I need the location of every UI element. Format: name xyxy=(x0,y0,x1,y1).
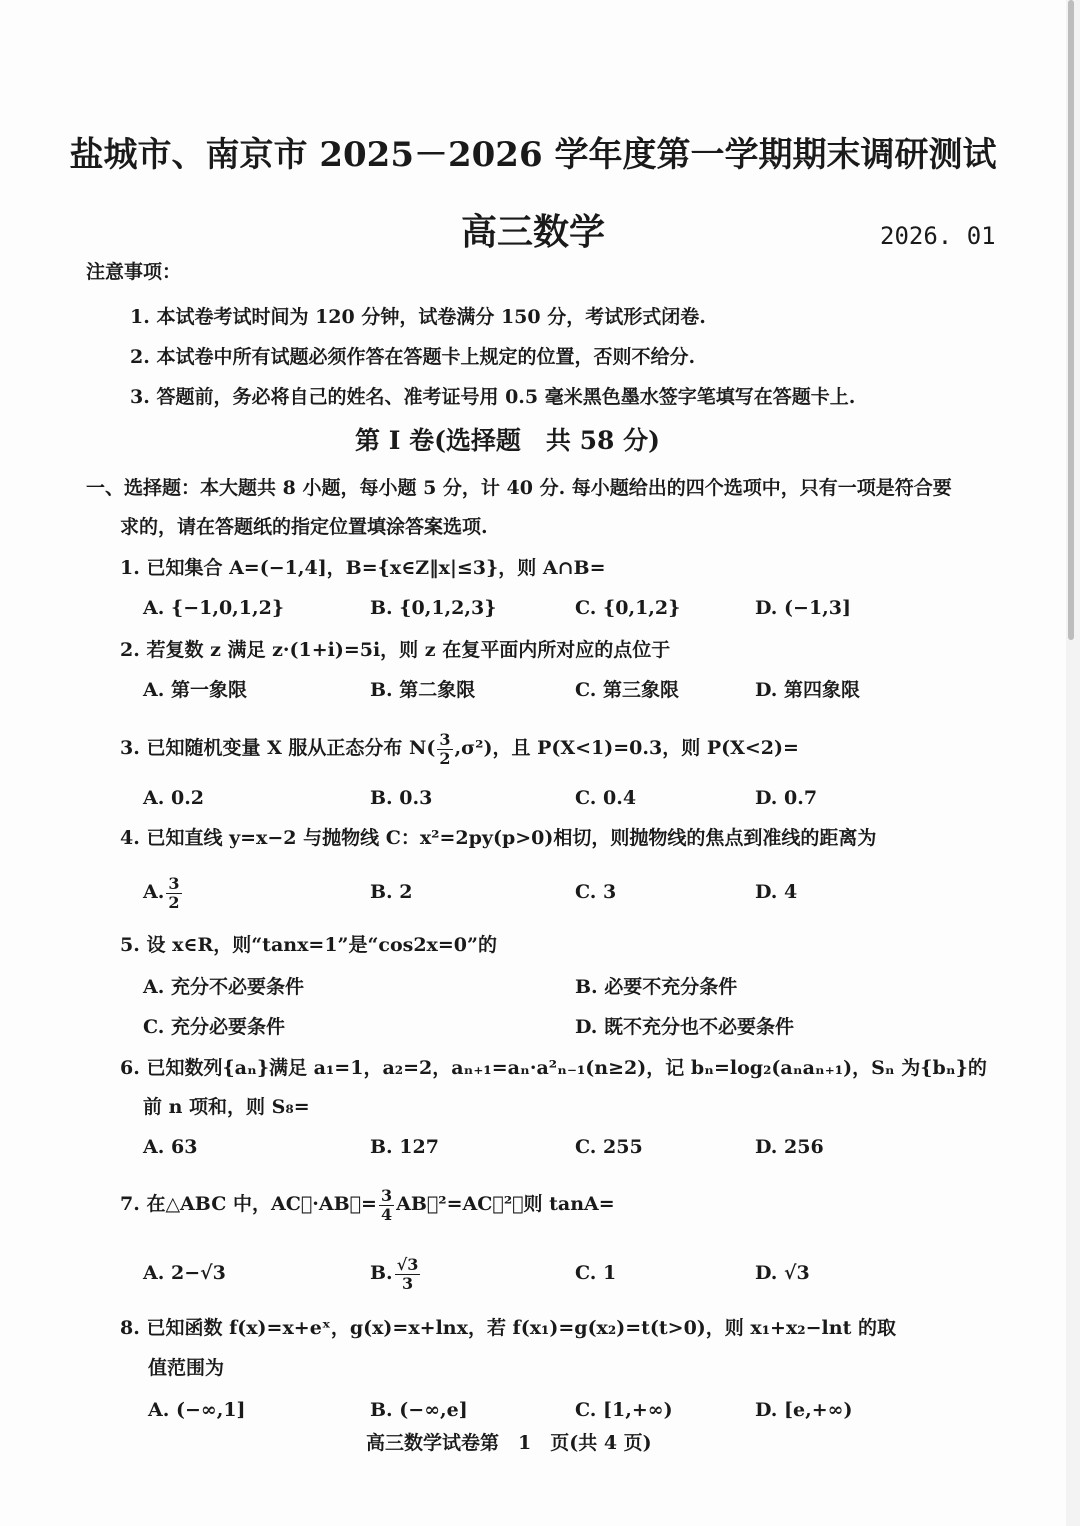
q2-option-c: C. 第三象限 xyxy=(575,679,680,701)
question-7-stem: 7. 在△ABC 中，AC⃗·AB⃗= $\frac{3}{4}$ AB⃗²=AC⃗²，则 tanA= xyxy=(120,1185,615,1224)
q8-option-a: A. (−∞,1] xyxy=(148,1399,246,1421)
scrollbar[interactable] xyxy=(1068,0,1074,640)
q2-option-b: B. 第二象限 xyxy=(370,679,476,701)
q4-option-d: D. 4 xyxy=(755,881,798,903)
q1-option-c: C. {0,1,2} xyxy=(575,597,681,619)
exam-title: 盐城市、南京市 2025－2026 学年度第一学期期末调研测试 xyxy=(69,135,997,175)
notes-heading: 注意事项： xyxy=(86,261,182,283)
q6-option-c: C. 255 xyxy=(575,1136,643,1158)
question-6-stem-cont: 前 n 项和，则 S₈= xyxy=(143,1096,310,1118)
exam-date: 2026. 01 xyxy=(880,222,996,250)
q6-option-b: B. 127 xyxy=(370,1136,439,1158)
note-item: 3. 答题前，务必将自己的姓名、准考证号用 0.5 毫米黑色墨水签字笔填写在答题卡上. xyxy=(130,386,856,408)
q3-stem-post: ,σ²)，且 P(X<1)=0.3，则 P(X<2)= xyxy=(454,737,799,759)
q7-option-d: D. √3 xyxy=(755,1262,810,1284)
q7-option-c: C. 1 xyxy=(575,1262,617,1284)
fraction: $\frac{3}{4}$ xyxy=(380,1185,393,1224)
fraction: $\frac{3}{2}$ xyxy=(168,873,180,912)
q5-option-d: D. 既不充分也不必要条件 xyxy=(575,1016,795,1038)
q2-option-a: A. 第一象限 xyxy=(143,679,247,701)
page-footer: 高三数学试卷第 1 页(共 4 页) xyxy=(366,1432,652,1454)
q7-option-a: A. 2−√3 xyxy=(143,1262,226,1284)
note-item: 1. 本试卷考试时间为 120 分钟，试卷满分 150 分，考试形式闭卷. xyxy=(130,306,706,328)
q3-stem-pre: 3. 已知随机变量 X 服从正态分布 N( xyxy=(120,737,436,759)
q3-option-b: B. 0.3 xyxy=(370,787,433,809)
question-6-stem: 6. 已知数列{aₙ}满足 a₁=1，a₂=2，aₙ₊₁=aₙ·a²ₙ₋₁(n≥2)，记 bₙ=log₂(aₙaₙ₊₁)，Sₙ 为{bₙ}的 xyxy=(120,1057,987,1079)
q7-option-b: B. $\frac{√3}{3}$ xyxy=(370,1254,419,1293)
question-1-stem: 1. 已知集合 A=(−1,4]，B={x∈Z‖x|≤3}，则 A∩B= xyxy=(120,557,606,579)
q3-option-c: C. 0.4 xyxy=(575,787,637,809)
q4-option-b: B. 2 xyxy=(370,881,413,903)
q3-option-d: D. 0.7 xyxy=(755,787,818,809)
question-4-stem: 4. 已知直线 y=x−2 与抛物线 C：x²=2py(p>0)相切，则抛物线的焦点到准线的距离为 xyxy=(120,827,877,849)
q3-option-a: A. 0.2 xyxy=(143,787,205,809)
q6-option-a: A. 63 xyxy=(143,1136,198,1158)
q4-option-c: C. 3 xyxy=(575,881,617,903)
q1-option-a: A. {−1,0,1,2} xyxy=(143,597,285,619)
q8-option-b: B. (−∞,e] xyxy=(370,1399,468,1421)
q8-option-d: D. [e,+∞) xyxy=(755,1399,853,1421)
q5-option-a: A. 充分不必要条件 xyxy=(143,976,304,998)
question-2-stem: 2. 若复数 z 满足 z·(1+i)=5i，则 z 在复平面内所对应的点位于 xyxy=(120,639,671,661)
fraction: $\frac{√3}{3}$ xyxy=(396,1254,419,1293)
section-intro: 求的，请在答题纸的指定位置填涂答案选项. xyxy=(120,516,488,538)
section-intro: 一、选择题：本大题共 8 小题，每小题 5 分，计 40 分. 每小题给出的四个选项中，只有一项是符合要 xyxy=(86,477,952,499)
question-5-stem: 5. 设 x∈R，则“tanx=1”是“cos2x=0”的 xyxy=(120,934,497,956)
q2-option-d: D. 第四象限 xyxy=(755,679,861,701)
q1-option-b: B. {0,1,2,3} xyxy=(370,597,497,619)
note-item: 2. 本试卷中所有试题必须作答在答题卡上规定的位置，否则不给分. xyxy=(130,346,696,368)
question-3-stem xyxy=(120,728,799,768)
q6-option-d: D. 256 xyxy=(755,1136,824,1158)
q4-option-a: A. $\frac{3}{2}$ xyxy=(143,873,180,912)
question-8-stem: 8. 已知函数 f(x)=x+eˣ，g(x)=x+lnx，若 f(x₁)=g(x₂)=t(t>0)，则 x₁+x₂−lnt 的取 xyxy=(120,1317,896,1339)
question-8-stem-cont: 值范围为 xyxy=(148,1357,225,1379)
q5-option-b: B. 必要不充分条件 xyxy=(575,976,738,998)
fraction: $\frac{3}{2}$ xyxy=(439,729,451,768)
exam-subject: 高三数学 xyxy=(460,211,605,253)
section-title: 第 Ⅰ 卷(选择题 共 58 分) xyxy=(355,426,660,455)
q8-option-c: C. [1,+∞) xyxy=(575,1399,673,1421)
q5-option-c: C. 充分必要条件 xyxy=(143,1016,286,1038)
q1-option-d: D. (−1,3] xyxy=(755,597,851,619)
